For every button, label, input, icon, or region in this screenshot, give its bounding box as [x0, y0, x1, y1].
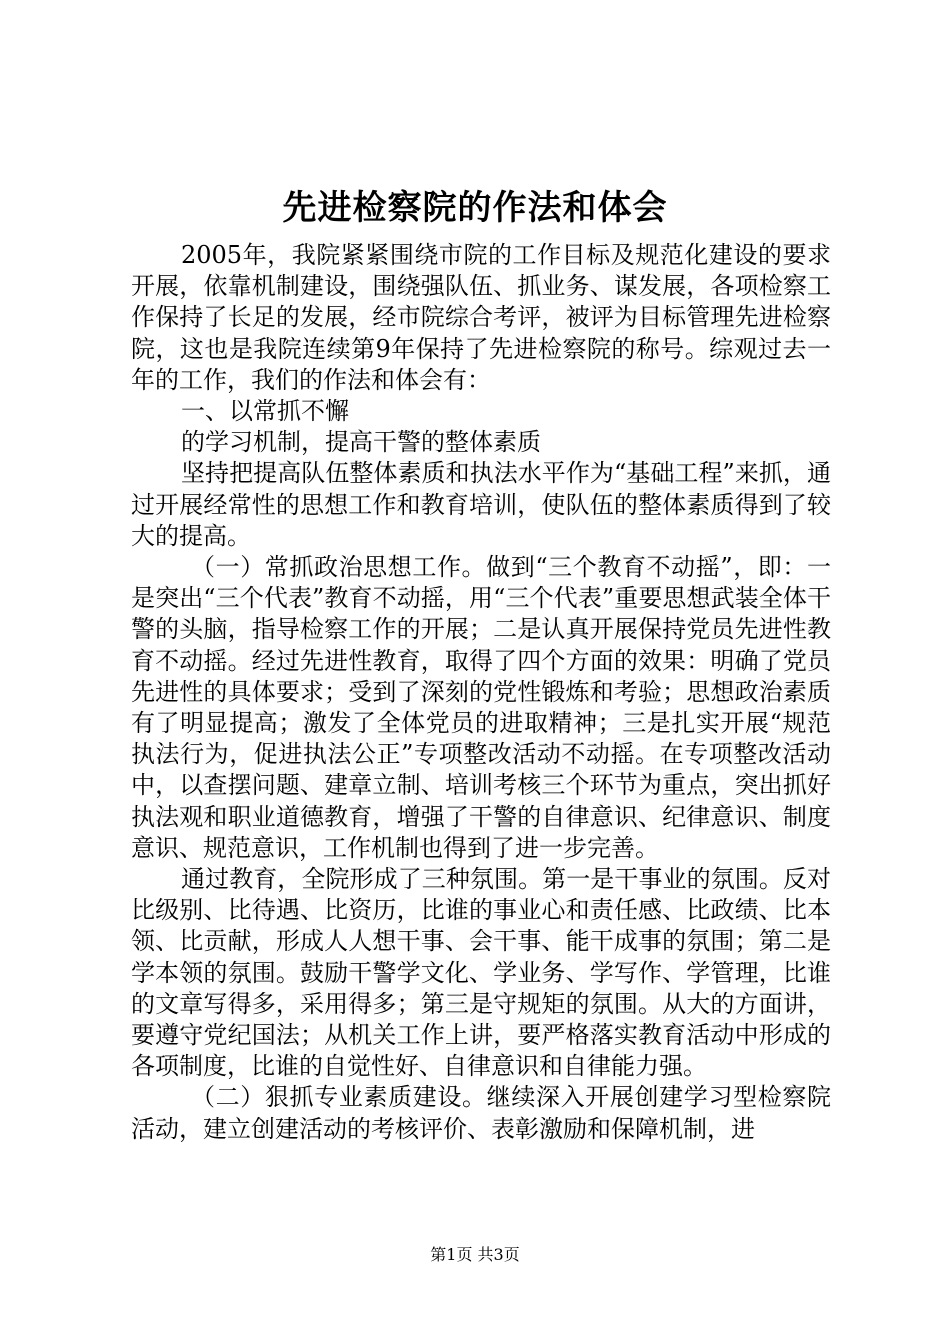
heading-section-1-part-1: 一、以常抓不懈 — [181, 397, 349, 426]
paragraph-subsection-2: （二）狠抓专业素质建设。继续深入开展创建学习型检察院活动，建立创建活动的考核评价、表彰激励和保障机制，进 — [131, 1083, 831, 1143]
document-title: 先进检察院的作法和体会 — [282, 188, 668, 228]
paragraph-three-atmospheres: 通过教育，全院形成了三种氛围。第一是干事业的氛围。反对比级别、比待遇、比资历，比谁的事业心和责任感、比政绩、比本领、比贡献，形成人人想干事、会干事、能干成事的氛围；第二是学本领的氛围。鼓励干警学文化、学业务、学写作、学管理，比谁的文章写得多，采用得多；第三是守规矩的氛围。从大的方面讲，要遵守党纪国法；从机关工作上讲，要严格落实教育活动中形成的各项制度，比谁的自觉性好、自律意识和自律能力强。 — [131, 865, 831, 1081]
document-body — [131, 240, 831, 1145]
page-number-footer: 第1页 共3页 — [430, 1245, 520, 1264]
heading-section-1-part-2: 的学习机制，提高干警的整体素质 — [181, 428, 541, 457]
paragraph-subsection-1: （一）常抓政治思想工作。做到“三个教育不动摇”，即：一是突出“三个代表”教育不动摇，用“三个代表”重要思想武装全体干警的头脑，指导检察工作的开展；二是认真开展保持党员先进性教育不动摇。经过先进性教育，取得了四个方面的效果：明确了党员先进性的具体要求；受到了深刻的党性锻炼和考验；思想政治素质有了明显提高；激发了全体党员的进取精神；三是扎实开展“规范执法行为，促进执法公正”专项整改活动不动摇。在专项整改活动中，以查摆问题、建章立制、培训考核三个环节为重点，突出抓好执法观和职业道德教育，增强了干警的自律意识、纪律意识、制度意识、规范意识，工作机制也得到了进一步完善。 — [131, 553, 831, 862]
paragraph-section-1-summary: 坚持把提高队伍整体素质和执法水平作为“基础工程”来抓，通过开展经常性的思想工作和教育培训，使队伍的整体素质得到了较大的提高。 — [131, 459, 831, 550]
paragraph-intro: 2005年，我院紧紧围绕市院的工作目标及规范化建设的要求开展，依靠机制建设，围绕强队伍、抓业务、谋发展，各项检察工作保持了长足的发展，经市院综合考评，被评为目标管理先进检察院，这也是我院连续第9年保持了先进检察院的称号。综观过去一年的工作，我们的作法和体会有： — [131, 241, 831, 394]
